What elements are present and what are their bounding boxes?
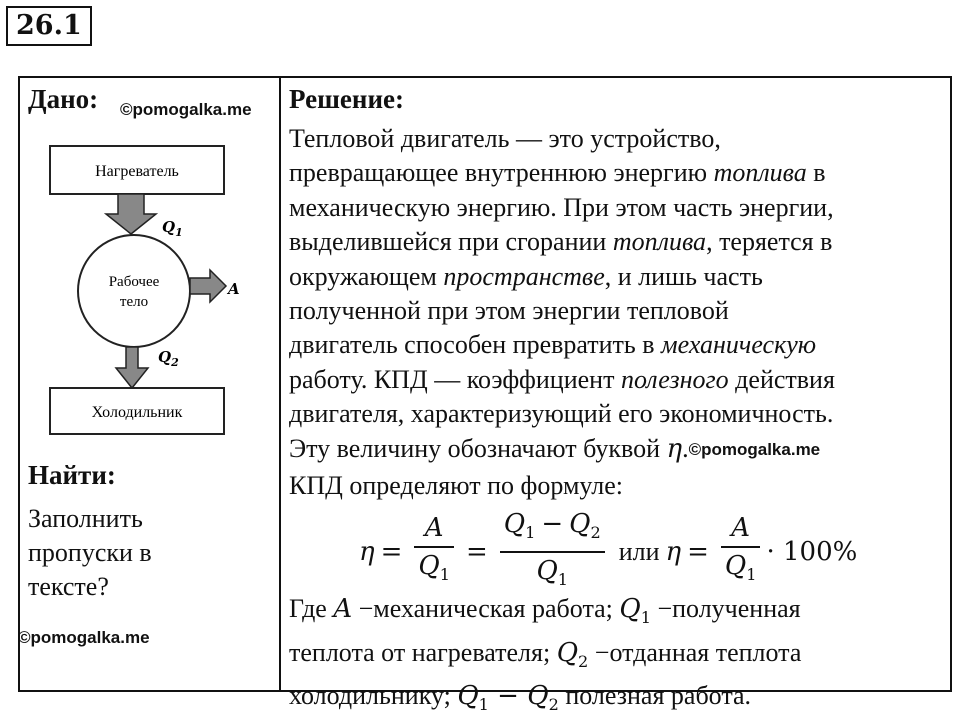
- solution-line-1: Тепловой двигатель — это устройство,: [289, 124, 721, 153]
- watermark-middle: ©pomogalka.me: [688, 439, 821, 459]
- solution-column: [281, 78, 950, 715]
- q2-arrow: [116, 347, 148, 388]
- find-line-2: пропуски в: [28, 538, 152, 567]
- find-heading: Найти:: [28, 460, 116, 490]
- solution-line-11: КПД определяют по формуле:: [289, 471, 624, 501]
- legend-line-3: холодильнику; $Q_1 - Q_2$ полезная работа.: [289, 681, 752, 715]
- solution-line-3: механическую энергию. При этом часть энергии,: [289, 192, 834, 222]
- q2-label: $Q_2$: [158, 348, 179, 369]
- watermark-bottom-left: ©pomogalka.me: [18, 628, 150, 647]
- given-column: [20, 78, 279, 690]
- working-body-line2: тело: [119, 294, 149, 310]
- solution-line-5: окружающем пространстве, и лишь часть: [289, 261, 763, 291]
- solution-line-4: выделившейся при сгорании топлива, теряется в: [289, 227, 833, 257]
- solution-heading: Решение:: [289, 84, 404, 114]
- watermark-top-left: ©pomogalka.me: [120, 100, 252, 119]
- given-heading: Дано:: [28, 84, 99, 114]
- find-line-1: Заполнить: [28, 504, 143, 533]
- solution-line-2: превращающее внутреннюю энергию топлива в: [289, 158, 826, 188]
- legend-line-1: Где A −механическая работа; $Q_1$ −полученная: [289, 594, 801, 628]
- cooler-label: Холодильник: [91, 404, 183, 421]
- efficiency-formula: η = $\frac{A}{Q_1}$ = $\frac{Q_1 - Q_2}{Q_1}$ или η = $\frac{A}{Q_1}$ · 100%: [359, 508, 857, 596]
- solution-line-6: полученной при этом энергии тепловой: [289, 296, 729, 326]
- q1-arrow: [106, 194, 156, 234]
- solution-table: [18, 76, 952, 715]
- fraction-q1-minus-q2-over-q1: $\frac{Q_1 - Q_2}{Q_1}$: [500, 506, 605, 598]
- find-text: [28, 502, 268, 604]
- working-body-circle: [78, 235, 190, 347]
- work-label: A: [228, 280, 240, 298]
- solution-line-10: Эту величину обозначают буквой η.©pomogalka.me: [289, 433, 821, 464]
- heater-label: Нагреватель: [95, 163, 179, 180]
- fraction-a-over-q1: $\frac{A}{Q_1}$: [414, 510, 454, 593]
- work-arrow: [190, 270, 226, 302]
- task-number: 26.1: [6, 6, 92, 46]
- heat-engine-diagram: [38, 136, 268, 446]
- solution-text: [289, 122, 949, 503]
- formula-legend: [289, 592, 949, 723]
- fraction-a-over-q1-percent: $\frac{A}{Q_1}$: [721, 510, 761, 593]
- q1-label: $Q_1$: [162, 218, 183, 239]
- working-body-line1: Рабочее: [108, 274, 160, 290]
- solution-line-8: работу. КПД — коэффициент полезного действия: [289, 364, 835, 394]
- legend-line-2: теплота от нагревателя; $Q_2$ −отданная теплота: [289, 637, 802, 671]
- find-line-3: тексте?: [28, 572, 109, 601]
- solution-line-7: двигатель способен превратить в механическую: [289, 330, 817, 360]
- solution-line-9: двигателя, характеризующий его экономичность.: [289, 399, 834, 429]
